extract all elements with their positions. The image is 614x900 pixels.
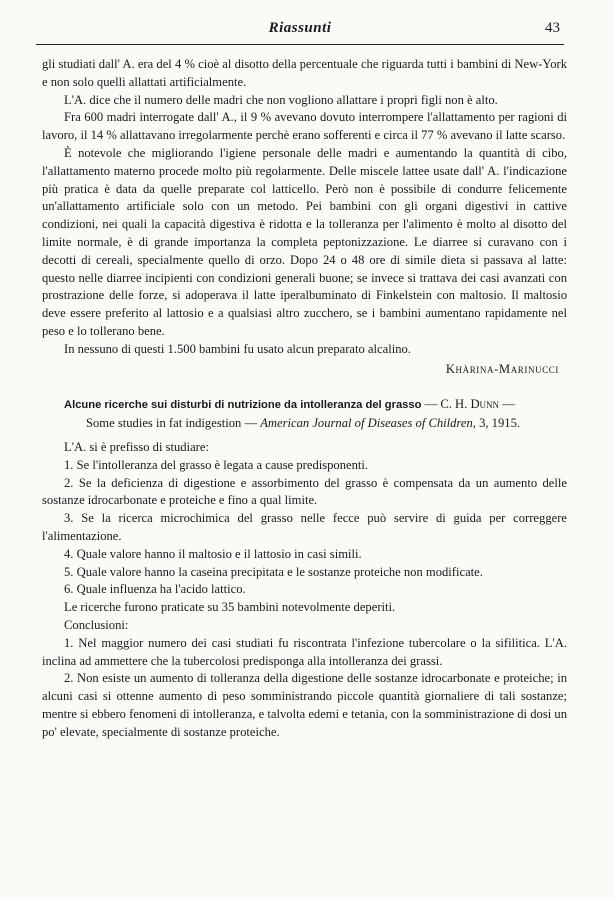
paragraph: L'A. dice che il numero delle madri che non vogliono allattare i propri figli non è alto.: [64, 92, 498, 107]
paragraph: È notevole che migliorando l'igiene personale delle madri e aumentando la quantità di cibo, l'allattamento materno procede molto più regolarmente. Delle miscele lattee usate dall' A. l'indicazione più pratica è data da quelle preparate col latticello. Però non è possibile di condurre felicemente un'allattamento artificiale solo con un metodo. Pei bambini con gli organi digestivi in cattive condizioni, nei quali la capacità digestiva è ridotta e la tolleranza per l'alimento è molto al disotto del limite normale, è di grande importanza la completa peptonizzazione. Le diarree si curavano con i decotti di cereali, specialmente quello di orzo. Dopo 24 o 48 ore di simile dieta si passava al latte: questo nelle diarree incipienti con condizioni generali buone; se invece si trattava dei casi avanzati con prostrazione delle forze, si adoperava il latte iperalbuminato di Finkelstein con maltosio. Il maltosio deve essere preferito al lattosio e a qualsiasi altro zucchero, se i bambini aumentano rapidamente nel peso e lo tollerano bene.: [42, 145, 567, 338]
question-item: 1. Se l'intolleranza del grasso è legata a cause predisponenti.: [64, 457, 369, 472]
conclusion-item: 1. Nel maggior numero dei casi studiati fu riscontrata l'infezione tubercolare o la sifilitica. L'A. inclina ad ammettere che la tubercolosi predisponga alla intolleranza dei grassi.: [42, 635, 567, 668]
paragraph: Fra 600 madri interrogate dall' A., il 9 % avevano dovuto interrompere l'allattamento per ragioni di lavoro, il 14 % allattavano irregolarmente perchè erano sofferenti e circa il 77 % avevano il latte scarso.: [42, 110, 567, 143]
abstract-title: Alcune ricerche sui disturbi di nutrizione da intolleranza del grasso: [64, 399, 422, 412]
body-text: [42, 56, 567, 741]
question-item: 6. Quale influenza ha l'acido lattico.: [64, 582, 246, 597]
question-item: 5. Quale valore hanno la caseina precipitata e le sostanze proteiche non modificate.: [64, 564, 483, 579]
abstract-source: [42, 415, 567, 433]
question-item: 2. Se la deficienza di digestione e assorbimento del grasso è compensata da un aumento delle sostanze idrocarbonate e proteiche e fino a qual limite.: [42, 475, 567, 508]
question-item: 3. Se la ricerca microchimica del grasso nelle fecce può servire di guida per correggere l'alimentazione.: [42, 511, 567, 543]
running-head: [40, 20, 560, 42]
abstract-header: [42, 396, 567, 433]
paragraph: Le ricerche furono praticate su 35 bambini notevolmente deperiti.: [64, 600, 396, 615]
conclusion-item: 2. Non esiste un aumento di tolleranza della digestione delle sostanze idrocarbonate e proteiche; in alcuni casi si ottenne aumento di peso somministrando piccole quantità giornaliere di tali sostanze; mentre si ebbero fenomeni di intolleranza, e talvolta edemi e tetania, con la somministrazione di dosi un po' elevate, specialmente di sostanze proteiche.: [42, 671, 567, 739]
section-gap: [42, 378, 567, 396]
abstract-author: C. H. Dunn: [440, 397, 500, 412]
conclusions-label: Conclusioni:: [64, 617, 129, 632]
header-rule: [36, 44, 564, 45]
paragraph: L'A. si è prefisso di studiare:: [64, 439, 209, 454]
english-title: Some studies in fat indigestion —: [86, 416, 261, 431]
page-number: 43: [545, 20, 560, 36]
journal-name: American Journal of Diseases of Children: [260, 416, 473, 431]
question-item: 4. Quale valore hanno il maltosio e il lattosio in casi simili.: [64, 546, 362, 561]
paragraph: In nessuno di questi 1.500 bambini fu usato alcun preparato alcalino.: [64, 341, 411, 356]
citation: , 3, 1915.: [472, 416, 521, 431]
reviewer-signature: Khàrina-Marinucci: [445, 361, 559, 376]
paragraph: gli studiati dall' A. era del 4 % cioè al disotto della percentuale che riguarda tutti i bambini di New-York e non solo quelli allattati artificialmente.: [42, 57, 567, 89]
author-separator: —: [421, 397, 441, 412]
running-title: Riassunti: [268, 20, 332, 36]
author-dash: —: [499, 397, 515, 412]
